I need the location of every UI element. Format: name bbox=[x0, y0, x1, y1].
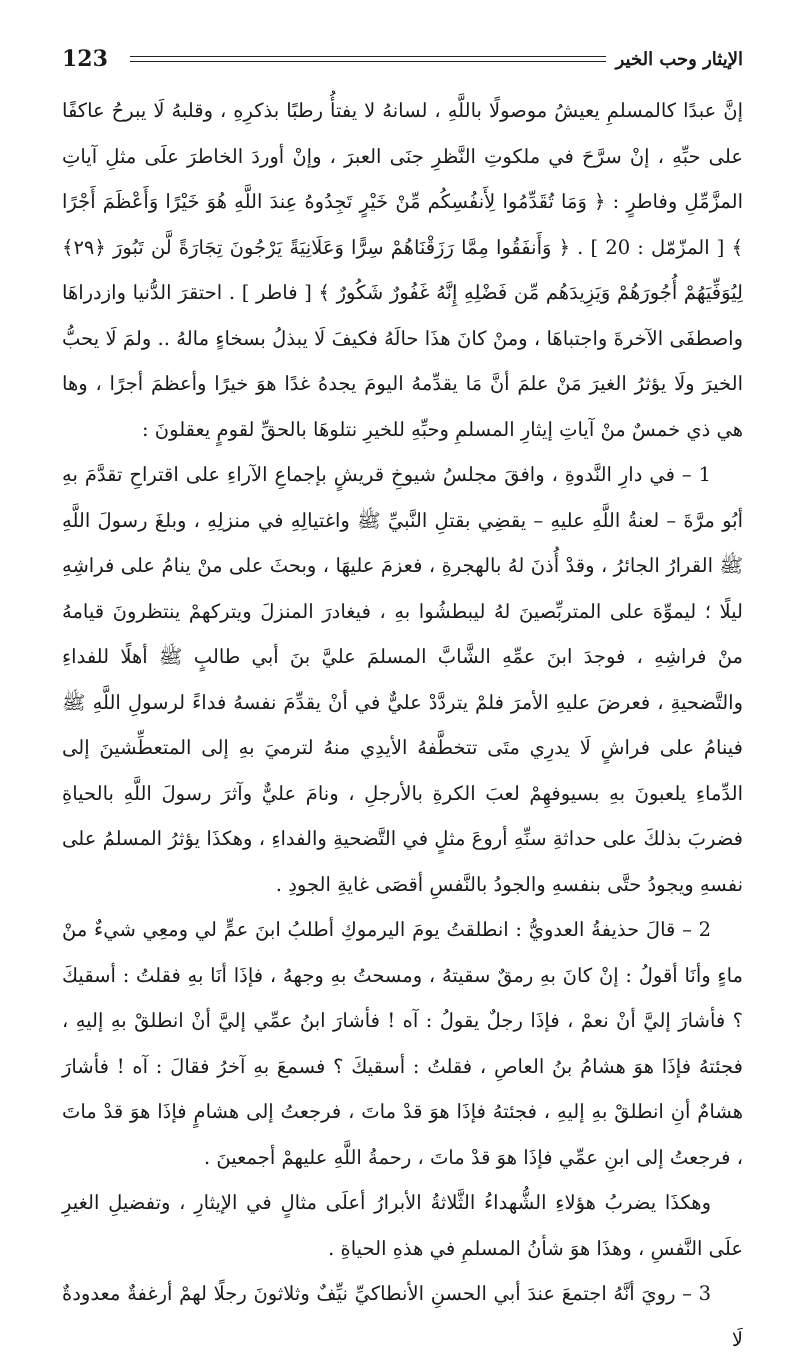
paragraph-reflection: وهكذَا يضربُ هؤلاءِ الشُّهداءُ الثَّلاثةُ الأبرارُ أعلَى مثالٍ في الإيثارِ ، وتفضيلِ الغيرِ علَى النَّفسِ ، وهذَا هوَ شأنُ المسلمِ في هذهِ الحياةِ . bbox=[62, 1191, 743, 1260]
paragraph-example-3: 3 – رويَ أنَّهُ اجتمعَ عندَ أبي الحسنِ الأنطاكيِّ نيِّفٌ وثلاثونَ رجلًا لهمْ أرغفةٌ معدودةٌ لَا bbox=[62, 1282, 743, 1351]
paragraph-example-2: 2 – قالَ حذيفةُ العدويُّ : انطلقتُ يومَ اليرموكِ أطلبُ ابنَ عمٍّ لي ومعِي شيءٌ منْ ماءٍ وأنَا أقولُ : إنْ كانَ بهِ رمقٌ سقيتهُ ، ومسحتُ بهِ وجههُ ، فإذَا أنَا بهِ فقلتُ : أسقيكَ ؟ فأشارَ إليَّ أنْ نعمْ ، فإذَا رجلٌ يقولُ : آه ! فأشارَ ابنُ عمِّي إليَّ أنْ انطلقْ بهِ إليهِ ، فجئتهُ فإذَا هوَ هشامُ بنُ العاصِ ، فقلتُ : أسقيكَ ؟ فسمعَ بهِ آخرُ فقالَ : آه ! فأشارَ هشامٌ أنِ انطلقْ بهِ إليهِ ، فجئتهُ فإذَا هوَ قدْ ماتَ ، فرجعتُ إلى هشامٍ فإذَا هوَ قدْ ماتَ ، فرجعتُ إلى ابنِ عمِّي فإذَا هوَ قدْ ماتَ ، رحمةُ اللَّهِ عليهمْ أجمعينَ . bbox=[62, 918, 743, 1169]
header-rule bbox=[130, 54, 606, 64]
page-body bbox=[62, 88, 743, 1362]
page-header bbox=[62, 42, 743, 76]
paragraph-intro: إنَّ عبدًا كالمسلمِ يعيشُ موصولًا باللَّهِ ، لسانهُ لا يفتأُ رطبًا بذكرِهِ ، وقلبهُ لَا يبرحُ عاكفًا على حبِّهِ ، إنْ سرَّحَ في ملكوتِ النَّظرِ جنَى العبرَ ، وإنْ أوردَ الخاطرَ علَى مثلِ آياتِ المزَّمِّلِ وفاطرٍ : ﴿ وَمَا تُقَدِّمُوا لِأَنفُسِكُم مِّنْ خَيْرٍ تَجِدُوهُ عِندَ اللَّهِ هُوَ خَيْرًا وَأَعْظَمَ أَجْرًا ﴾ [ المزّمّل : 20 ] . ﴿ وَأَنفَقُوا مِمَّا رَزَقْنَاهُمْ سِرًّا وَعَلَانِيَةً يَرْجُونَ تِجَارَةً لَّن تَبُورَ ﴿٢٩﴾ لِيُوَفِّيَهُمْ أُجُورَهُمْ وَيَزِيدَهُم مِّن فَضْلِهِ إِنَّهُ غَفُورٌ شَكُورٌ ﴾ [ فاطر ] . احتقرَ الدُّنيا وازدراهَا واصطفَى الآخرةَ واجتباهَا ، ومنْ كانَ هذَا حالَهُ فكيفَ لَا يبذلُ بسخاءٍ مالهُ .. ولمَ لَا يحبُّ الخيرَ ولَا يؤثرُ الغيرَ مَنْ علمَ أنَّ مَا يقدِّمهُ اليومَ يجدهُ غدًا هوَ خيرًا وأعظمَ أجرًا ، وها هي ذي خمسٌ منْ آياتِ إيثارِ المسلمِ وحبِّهِ للخيرِ نتلوهَا بالحقِّ لقومٍ يعقلونَ : bbox=[62, 99, 743, 441]
page-number: 123 bbox=[62, 46, 108, 72]
running-title: الإيثار وحب الخير bbox=[615, 48, 743, 70]
paragraph-example-1: 1 – في دارِ النَّدوةِ ، وافقَ مجلسُ شيوخِ قريشٍ بإجماعِ الآراءِ على اقتراحِ تقدَّمَ بهِ أبُو مرَّةَ – لعنةُ اللَّهِ عليهِ – يقضِي بقتلِ النَّبيِّ ﷺ واغتيالِهِ في منزلِهِ ، وبلغَ رسولَ اللَّهِ ﷺ القرارُ الجائرُ ، وقدْ أُذنَ لهُ بالهجرةِ ، فعزمَ عليهَا ، وبحثَ على منْ ينامُ على فراشِهِ ليلًا ؛ ليموِّهَ على المتربِّصينَ لهُ ليبطشُوا بهِ ، فيغادرَ المنزلَ ويتركهمْ ينتظرونَ قيامهُ منْ فراشِهِ ، فوجدَ ابنَ عمِّهِ الشَّابَّ المسلمَ عليَّ بنَ أبي طالبٍ ﷺ أهلًا للفداءِ والتَّضحيةِ ، فعرضَ عليهِ الأمرَ فلمْ يتردَّدْ عليٌّ في أنْ يقدِّمَ نفسهُ فداءً لرسولِ اللَّهِ ﷺ فينامُ على فراشٍ لَا يدرِي متَى تتخطَّفهُ الأيدِي منهُ لترميَ بهِ إلى المتعطِّشينَ إلى الدِّماءِ يلعبونَ بهِ بسيوفهِمْ لعبَ الكرةِ بالأرجلِ ، ونامَ عليٌّ وآثرَ رسولَ اللَّهِ بالحياةِ فضربَ بذلكَ على حداثةِ سنِّهِ أروعَ مثلٍ في التَّضحيةِ والفداءِ ، وهكذَا يؤثرُ المسلمُ على نفسهِ ويجودُ حتَّى بنفسهِ والجودُ بالنَّفسِ أقصَى غايةِ الجودِ . bbox=[62, 463, 743, 896]
